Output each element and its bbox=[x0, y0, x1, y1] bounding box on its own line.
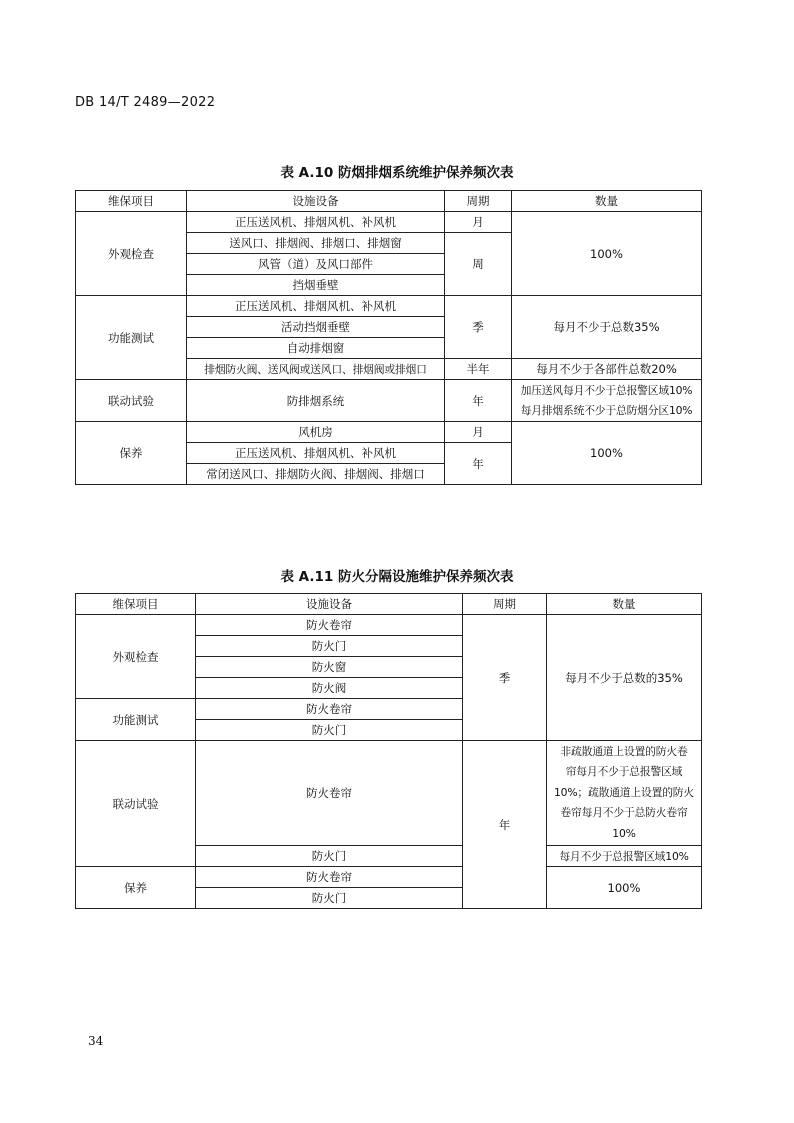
period-cell: 年 bbox=[463, 741, 547, 909]
item-cell: 保养 bbox=[76, 867, 196, 909]
document-code: DB 14/T 2489—2022 bbox=[75, 95, 216, 110]
equipment-cell: 正压送风机、排烟风机、补风机 bbox=[187, 296, 445, 317]
item-cell: 保养 bbox=[76, 422, 187, 485]
equipment-cell: 活动挡烟垂壁 bbox=[187, 317, 445, 338]
item-cell: 联动试验 bbox=[76, 741, 196, 867]
equipment-cell: 挡烟垂壁 bbox=[187, 275, 445, 296]
column-header: 数量 bbox=[512, 191, 702, 212]
equipment-cell: 防火卷帘 bbox=[196, 741, 463, 846]
period-cell: 月 bbox=[445, 422, 512, 443]
column-header: 设施设备 bbox=[196, 594, 463, 615]
quantity-line: 帘每月不少于总报警区域 bbox=[565, 765, 683, 779]
quantity-line: 卷帘每月不少于总防火卷帘 bbox=[560, 806, 688, 820]
equipment-cell: 防排烟系统 bbox=[187, 380, 445, 422]
quantity-cell bbox=[547, 741, 702, 846]
period-cell: 季 bbox=[463, 615, 547, 741]
quantity-line: 加压送风每月不少于总报警区域10% bbox=[520, 383, 693, 397]
item-cell: 联动试验 bbox=[76, 380, 187, 422]
equipment-cell: 防火门 bbox=[196, 846, 463, 867]
equipment-cell: 防火阀 bbox=[196, 678, 463, 699]
quantity-cell: 每月不少于总数35% bbox=[512, 296, 702, 359]
quantity-cell: 100% bbox=[547, 867, 702, 909]
quantity-line: 10% bbox=[612, 826, 636, 840]
quantity-line: 非疏散通道上设置的防火卷 bbox=[560, 744, 688, 758]
period-cell: 月 bbox=[445, 212, 512, 233]
equipment-cell: 自动排烟窗 bbox=[187, 338, 445, 359]
equipment-cell: 风管（道）及风口部件 bbox=[187, 254, 445, 275]
equipment-cell: 风机房 bbox=[187, 422, 445, 443]
page-number: 34 bbox=[88, 1034, 104, 1048]
quantity-cell: 100% bbox=[512, 212, 702, 296]
item-cell: 功能测试 bbox=[76, 699, 196, 741]
equipment-cell: 排烟防火阀、送风阀或送风口、排烟阀或排烟口 bbox=[187, 359, 445, 380]
column-header: 维保项目 bbox=[76, 191, 187, 212]
equipment-cell: 正压送风机、排烟风机、补风机 bbox=[187, 212, 445, 233]
column-header: 周期 bbox=[463, 594, 547, 615]
quantity-cell bbox=[512, 380, 702, 422]
period-cell: 半年 bbox=[445, 359, 512, 380]
equipment-cell: 防火卷帘 bbox=[196, 867, 463, 888]
equipment-cell: 防火门 bbox=[196, 888, 463, 909]
equipment-cell: 防火卷帘 bbox=[196, 699, 463, 720]
item-cell: 功能测试 bbox=[76, 296, 187, 380]
quantity-cell: 每月不少于总数的35% bbox=[547, 615, 702, 741]
table-a11 bbox=[75, 593, 702, 909]
equipment-cell: 常闭送风口、排烟防火阀、排烟阀、排烟口 bbox=[187, 464, 445, 485]
equipment-cell: 防火卷帘 bbox=[196, 615, 463, 636]
equipment-cell: 防火门 bbox=[196, 720, 463, 741]
equipment-cell: 防火门 bbox=[196, 636, 463, 657]
equipment-cell: 防火窗 bbox=[196, 657, 463, 678]
quantity-cell: 每月不少于总报警区域10% bbox=[547, 846, 702, 867]
quantity-line: 每月排烟系统不少于总防烟分区10% bbox=[520, 403, 693, 417]
item-cell: 外观检查 bbox=[76, 615, 196, 699]
column-header: 数量 bbox=[547, 594, 702, 615]
period-cell: 周 bbox=[445, 233, 512, 296]
column-header: 周期 bbox=[445, 191, 512, 212]
period-cell: 年 bbox=[445, 443, 512, 485]
item-cell: 外观检查 bbox=[76, 212, 187, 296]
table-a10-caption: 表 A.10 防烟排烟系统维护保养频次表 bbox=[280, 165, 514, 181]
quantity-cell: 100% bbox=[512, 422, 702, 485]
equipment-cell: 正压送风机、排烟风机、补风机 bbox=[187, 443, 445, 464]
quantity-line: 10%；疏散通道上设置的防火 bbox=[554, 785, 694, 799]
period-cell: 季 bbox=[445, 296, 512, 359]
period-cell: 年 bbox=[445, 380, 512, 422]
table-a11-caption: 表 A.11 防火分隔设施维护保养频次表 bbox=[280, 569, 514, 585]
column-header: 设施设备 bbox=[187, 191, 445, 212]
quantity-cell: 每月不少于各部件总数20% bbox=[512, 359, 702, 380]
equipment-cell: 送风口、排烟阀、排烟口、排烟窗 bbox=[187, 233, 445, 254]
column-header: 维保项目 bbox=[76, 594, 196, 615]
table-a10 bbox=[75, 190, 702, 485]
